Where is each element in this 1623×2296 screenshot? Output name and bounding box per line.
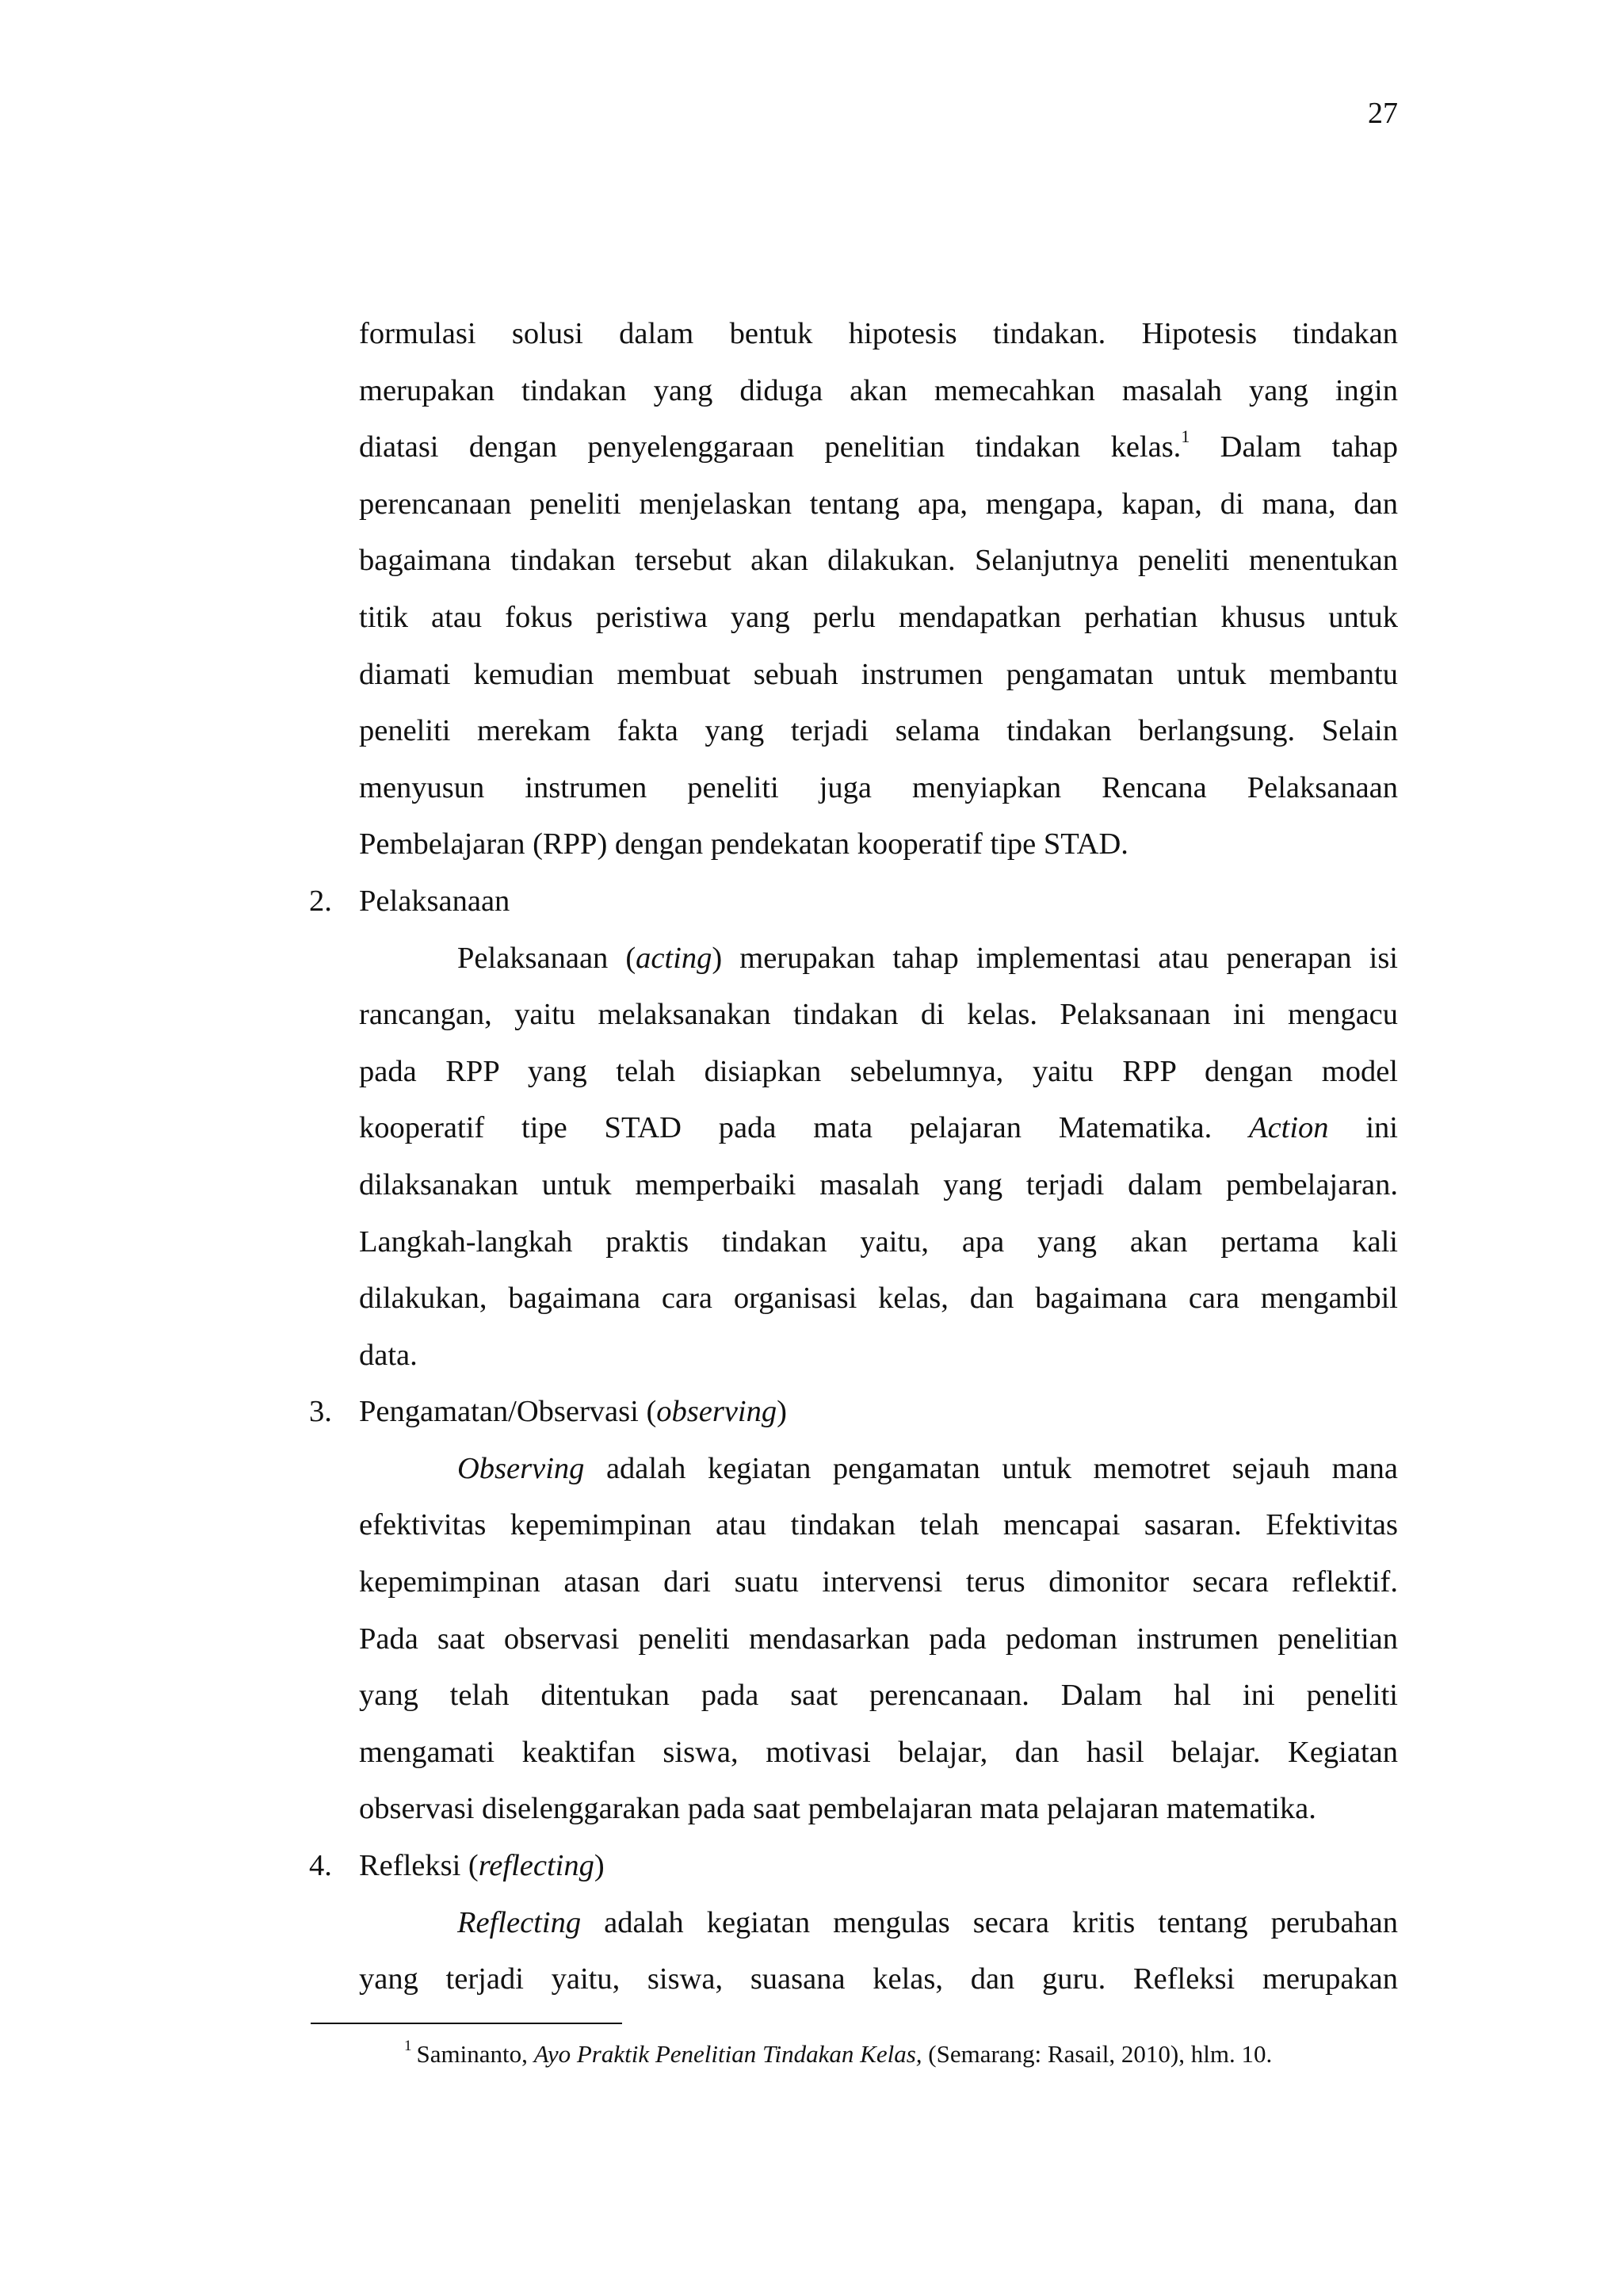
text-line xyxy=(359,1725,1398,1782)
text-line xyxy=(359,930,1398,988)
section-heading xyxy=(309,873,1398,930)
line-text: adalah kegiatan pengamatan untuk memotret sejauh mana xyxy=(584,1451,1398,1485)
line-text: formulasi solusi dalam bentuk hipotesis tindakan. Hipotesis tindakan xyxy=(359,317,1398,350)
line-text: Pembelajaran (RPP) dengan pendekatan kooperatif tipe STAD. xyxy=(359,827,1128,861)
section-paragraph xyxy=(359,1895,1398,2008)
text-line xyxy=(359,476,1398,533)
section-heading xyxy=(309,1384,1398,1441)
section-title-term: reflecting xyxy=(478,1849,594,1883)
footnote-divider xyxy=(311,2023,622,2024)
line-text: efektivitas kepemimpinan atau tindakan telah mencapai sasaran. Efektivitas xyxy=(359,1508,1398,1542)
line-text: dilaksanakan untuk memperbaiki masalah yang terjadi dalam pembelajaran. xyxy=(359,1167,1398,1201)
line-text: observasi diselenggarakan pada saat pembelajaran mata pelajaran matematika. xyxy=(359,1792,1316,1826)
line-text: rancangan, yaitu melaksanakan tindakan di kelas. Pelaksanaan ini mengacu xyxy=(359,998,1398,1032)
line-text: Pelaksanaan ( xyxy=(457,941,636,975)
footnote-publication: (Semarang: Rasail, 2010), hlm. 10. xyxy=(922,2040,1273,2068)
section-title: Pelaksanaan xyxy=(359,884,510,918)
line-text: yang telah ditentukan pada saat perencanaan. Dalam hal ini peneliti xyxy=(359,1679,1398,1713)
text-line xyxy=(359,1895,1398,1952)
line-text: mengamati keaktifan siswa, motivasi belajar, dan hasil belajar. Kegiatan xyxy=(359,1735,1398,1769)
section-paragraph xyxy=(359,930,1398,1385)
line-text: merupakan tindakan yang diduga akan memecahkan masalah yang ingin xyxy=(359,373,1398,407)
section-heading xyxy=(309,1838,1398,1895)
line-text: perencanaan peneliti menjelaskan tentang apa, mengapa, kapan, di mana, dan xyxy=(359,487,1398,521)
line-text: Pada saat observasi peneliti mendasarkan pada pedoman instrumen penelitian xyxy=(359,1622,1398,1656)
italic-term: acting xyxy=(636,941,712,975)
text-line xyxy=(359,1781,1398,1838)
text-line xyxy=(359,306,1398,363)
text-line xyxy=(359,1157,1398,1214)
line-text: dilakukan, bagaimana cara organisasi kelas, dan bagaimana cara mengambil xyxy=(359,1282,1398,1316)
text-line xyxy=(359,1611,1398,1668)
text-line xyxy=(359,1441,1398,1498)
intro-paragraph xyxy=(359,306,1398,873)
text-line xyxy=(359,1554,1398,1611)
text-line xyxy=(359,533,1398,590)
text-line xyxy=(359,590,1398,647)
text-line xyxy=(359,1668,1398,1725)
text-line xyxy=(359,647,1398,704)
line-text: titik atau fokus peristiwa yang perlu mendapatkan perhatian khusus untuk xyxy=(359,600,1398,634)
italic-term: Reflecting xyxy=(457,1905,582,1939)
line-text: kepemimpinan atasan dari suatu intervensi terus dimonitor secara reflektif. xyxy=(359,1565,1398,1599)
italic-term: Observing xyxy=(457,1451,585,1485)
text-line xyxy=(359,1328,1398,1385)
section-title-suffix: ) xyxy=(777,1395,787,1429)
line-text: ini xyxy=(1328,1111,1398,1145)
line-text: ) merupakan tahap implementasi atau penerapan isi xyxy=(712,941,1398,975)
text-line xyxy=(359,1270,1398,1328)
line-text: kooperatif tipe STAD pada mata pelajaran Matematika. xyxy=(359,1111,1250,1145)
text-line xyxy=(359,1100,1398,1157)
section-title: Pengamatan/Observasi ( xyxy=(359,1395,657,1429)
line-text: diatasi dengan penyelenggaraan penelitian tindakan kelas. xyxy=(359,430,1182,464)
text-line xyxy=(359,419,1398,476)
line-text: adalah kegiatan mengulas secara kritis tentang perubahan xyxy=(581,1905,1398,1939)
text-line xyxy=(359,1044,1398,1101)
section-title: Refleksi ( xyxy=(359,1849,479,1883)
text-line xyxy=(359,760,1398,817)
line-text: Langkah-langkah praktis tindakan yaitu, apa yang akan pertama kali xyxy=(359,1224,1398,1259)
list-number: 2. xyxy=(309,884,332,918)
line-text: yang terjadi yaitu, siswa, suasana kelas, dan guru. Refleksi merupakan xyxy=(359,1962,1398,1996)
footnote-reference[interactable]: 1 xyxy=(1181,426,1190,447)
footnote-number: 1 xyxy=(404,2038,412,2054)
text-line xyxy=(359,1497,1398,1554)
line-text: bagaimana tindakan tersebut akan dilakukan. Selanjutnya peneliti menentukan xyxy=(359,544,1398,578)
section-title-suffix: ) xyxy=(594,1849,605,1883)
footnote xyxy=(404,2038,1272,2070)
page-body xyxy=(309,306,1399,2008)
page-number: 27 xyxy=(1368,97,1398,130)
footnote-title: Ayo Praktik Penelitian Tindakan Kelas, xyxy=(533,2040,922,2068)
list-number: 4. xyxy=(309,1849,332,1883)
line-text: menyusun instrumen peneliti juga menyiapkan Rencana Pelaksanaan xyxy=(359,770,1398,804)
line-text: diamati kemudian membuat sebuah instrumen pengamatan untuk membantu xyxy=(359,657,1398,691)
line-text: peneliti merekam fakta yang terjadi selama tindakan berlangsung. Selain xyxy=(359,714,1398,748)
italic-term: Action xyxy=(1249,1111,1329,1145)
numbered-sections xyxy=(309,873,1398,2008)
text-line xyxy=(359,363,1398,420)
text-line xyxy=(359,703,1398,760)
text-line xyxy=(359,1951,1398,2008)
text-line xyxy=(359,816,1398,873)
text-line xyxy=(359,987,1398,1044)
section-paragraph xyxy=(359,1441,1398,1838)
list-number: 3. xyxy=(309,1395,332,1429)
line-text: data. xyxy=(359,1338,418,1372)
line-text: pada RPP yang telah disiapkan sebelumnya, yaitu RPP dengan model xyxy=(359,1054,1398,1088)
section-title-term: observing xyxy=(656,1395,777,1429)
line-text: Dalam tahap xyxy=(1190,430,1399,464)
text-line xyxy=(359,1214,1398,1271)
footnote-author: Saminanto, xyxy=(416,2040,534,2068)
